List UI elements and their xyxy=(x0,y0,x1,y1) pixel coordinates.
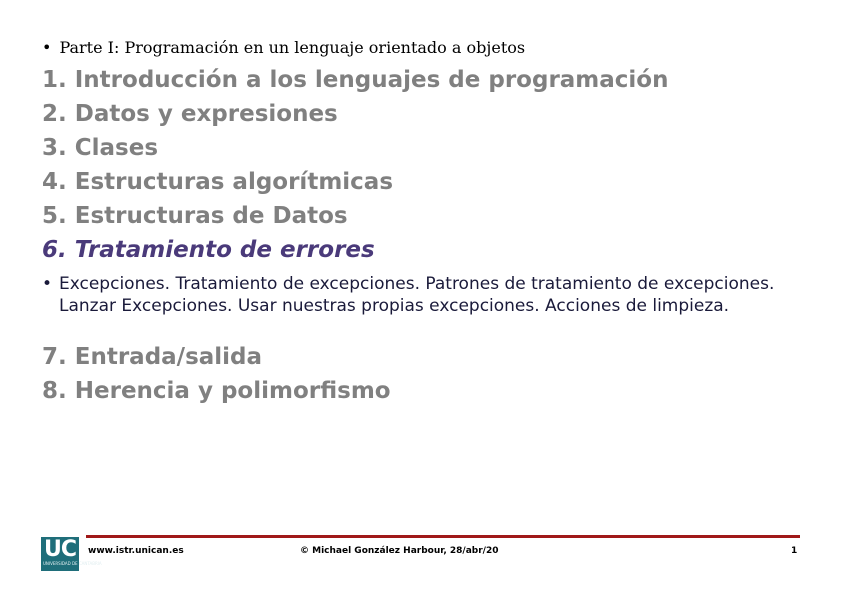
part-heading-text: Parte I: Programación en un lenguaje orientado a objetos xyxy=(59,38,526,57)
university-logo xyxy=(41,537,102,571)
footer-url: www.istr.unican.es xyxy=(88,546,184,556)
part-heading xyxy=(42,38,525,57)
bullet: • xyxy=(42,38,52,57)
topic-4: 4. Estructuras algorítmicas xyxy=(42,169,394,195)
topic-2: 2. Datos y expresiones xyxy=(42,101,338,127)
logo-text: UC xyxy=(44,537,77,562)
bullet: • xyxy=(42,274,53,294)
logo-subtext: UNIVERSIDAD DE CANTABRIA xyxy=(43,561,102,566)
active-topic-detail xyxy=(42,273,812,317)
topic-1: 1. Introducción a los lenguajes de programación xyxy=(42,67,669,93)
page-number: 1 xyxy=(791,546,798,556)
topic-3: 3. Clases xyxy=(42,135,159,161)
topic-8: 8. Herencia y polimorfismo xyxy=(42,378,391,404)
topic-7: 7. Entrada/salida xyxy=(42,344,263,370)
active-topic-detail-text: Excepciones. Tratamiento de excepciones. Patrones de tratamiento de excepciones. Lanzar Excepciones. Usar nuestras propias excepciones. Acciones de limpieza. xyxy=(59,274,775,316)
footer-rule xyxy=(86,535,800,538)
topic-6-active: 6. Tratamiento de errores xyxy=(42,237,375,263)
footer-author: © Michael González Harbour, 28/abr/20 xyxy=(300,546,499,556)
topic-5: 5. Estructuras de Datos xyxy=(42,203,348,229)
